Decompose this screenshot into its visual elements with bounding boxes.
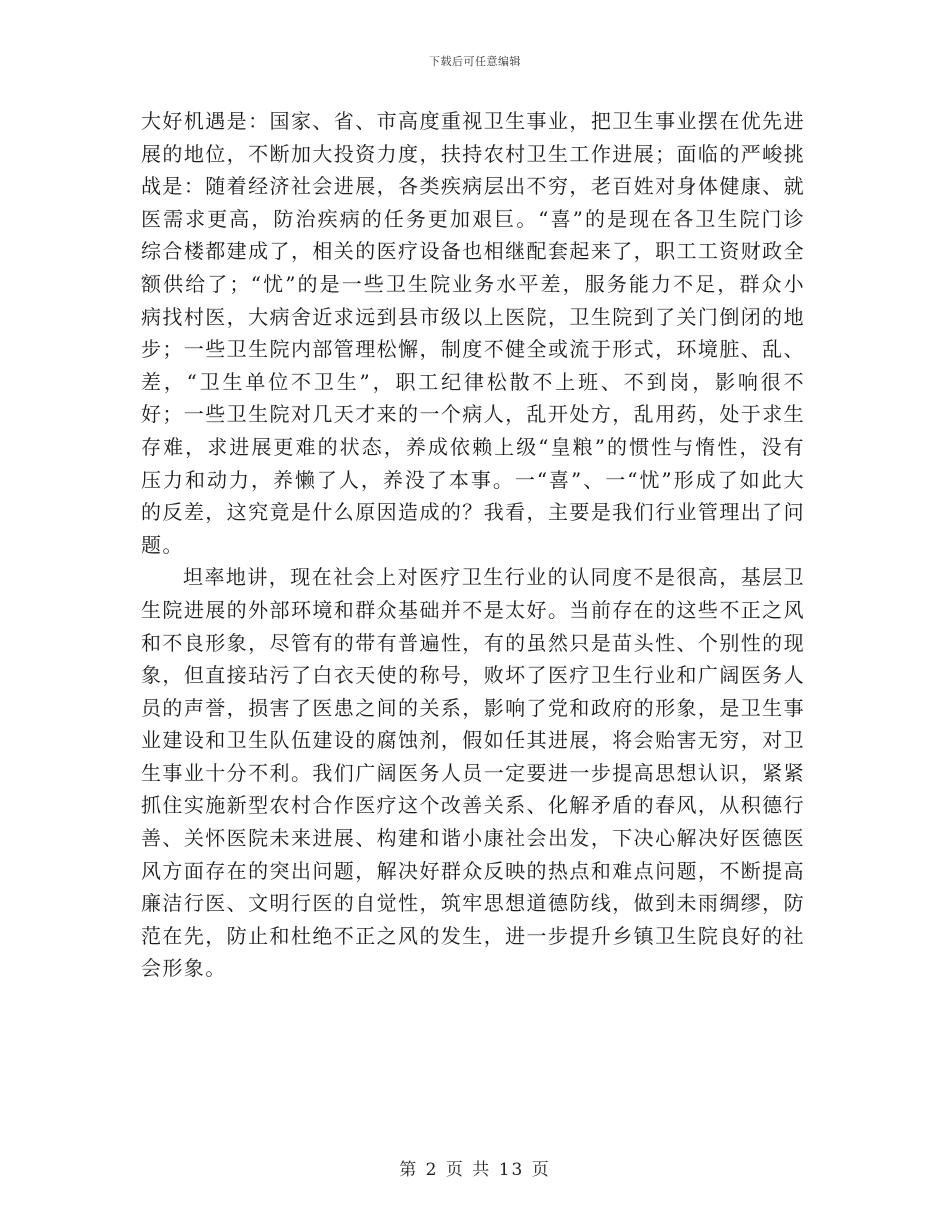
body-paragraph-1: 大好机遇是：国家、省、市高度重视卫生事业，把卫生事业摆在优先进展的地位，不断加大投资力度，扶持农村卫生工作进展；面临的严峻挑战是：随着经济社会进展，各类疾病层出不穷，老百姓对身体健康、就医需求更高，防治疾病的任务更加艰巨。“喜”的是现在各卫生院门诊综合楼都建成了，相关的医疗设备也相继配套起来了，职工工资财政全额供给了；“忧”的是一些卫生院业务水平差，服务能力不足，群众小病找村医，大病舍近求远到县市级以上医院，卫生院到了关门倒闭的地步；一些卫生院内部管理松懈，制度不健全或流于形式，环境脏、乱、差，“卫生单位不卫生”，职工纪律松散不上班、不到岗，影响很不好；一些卫生院对几天才来的一个病人，乱开处方，乱用药，处于求生存难，求进展更难的状态，养成依赖上级“皇粮”的惯性与惰性，没有压力和动力，养懒了人，养没了本事。一“喜”、一“忧”形成了如此大的反差，这究竟是什么原因造成的？我看，主要是我们行业管理出了问题。 — [141, 109, 805, 557]
page-header: 下载后可任意编辑 — [429, 55, 521, 68]
document-body — [141, 105, 805, 985]
body-paragraph-2: 坦率地讲，现在社会上对医疗卫生行业的认同度不是很高，基层卫生院进展的外部环境和群众基础并不是太好。当前存在的这些不正之风和不良形象，尽管有的带有普遍性，有的虽然只是苗头性、个别性的现象，但直接玷污了白衣天使的称号，败坏了医疗卫生行业和广阔医务人员的声誉，损害了医患之间的关系，影响了党和政府的形象，是卫生事业建设和卫生队伍建设的腐蚀剂，假如任其进展，将会贻害无穷，对卫生事业十分不利。我们广阔医务人员一定要进一步提高思想认识，紧紧抓住实施新型农村合作医疗这个改善关系、化解矛盾的春风，从积德行善、关怀医院未来进展、构建和谐小康社会出发，下决心解决好医德医风方面存在的突出问题，解决好群众反映的热点和难点问题，不断提高廉洁行医、文明行医的自觉性，筑牢思想道德防线，做到未雨绸缪，防范在先，防止和杜绝不正之风的发生，进一步提升乡镇卫生院良好的社会形象。 — [141, 565, 805, 981]
page-number: 第 2 页 共 13 页 — [399, 1160, 551, 1180]
